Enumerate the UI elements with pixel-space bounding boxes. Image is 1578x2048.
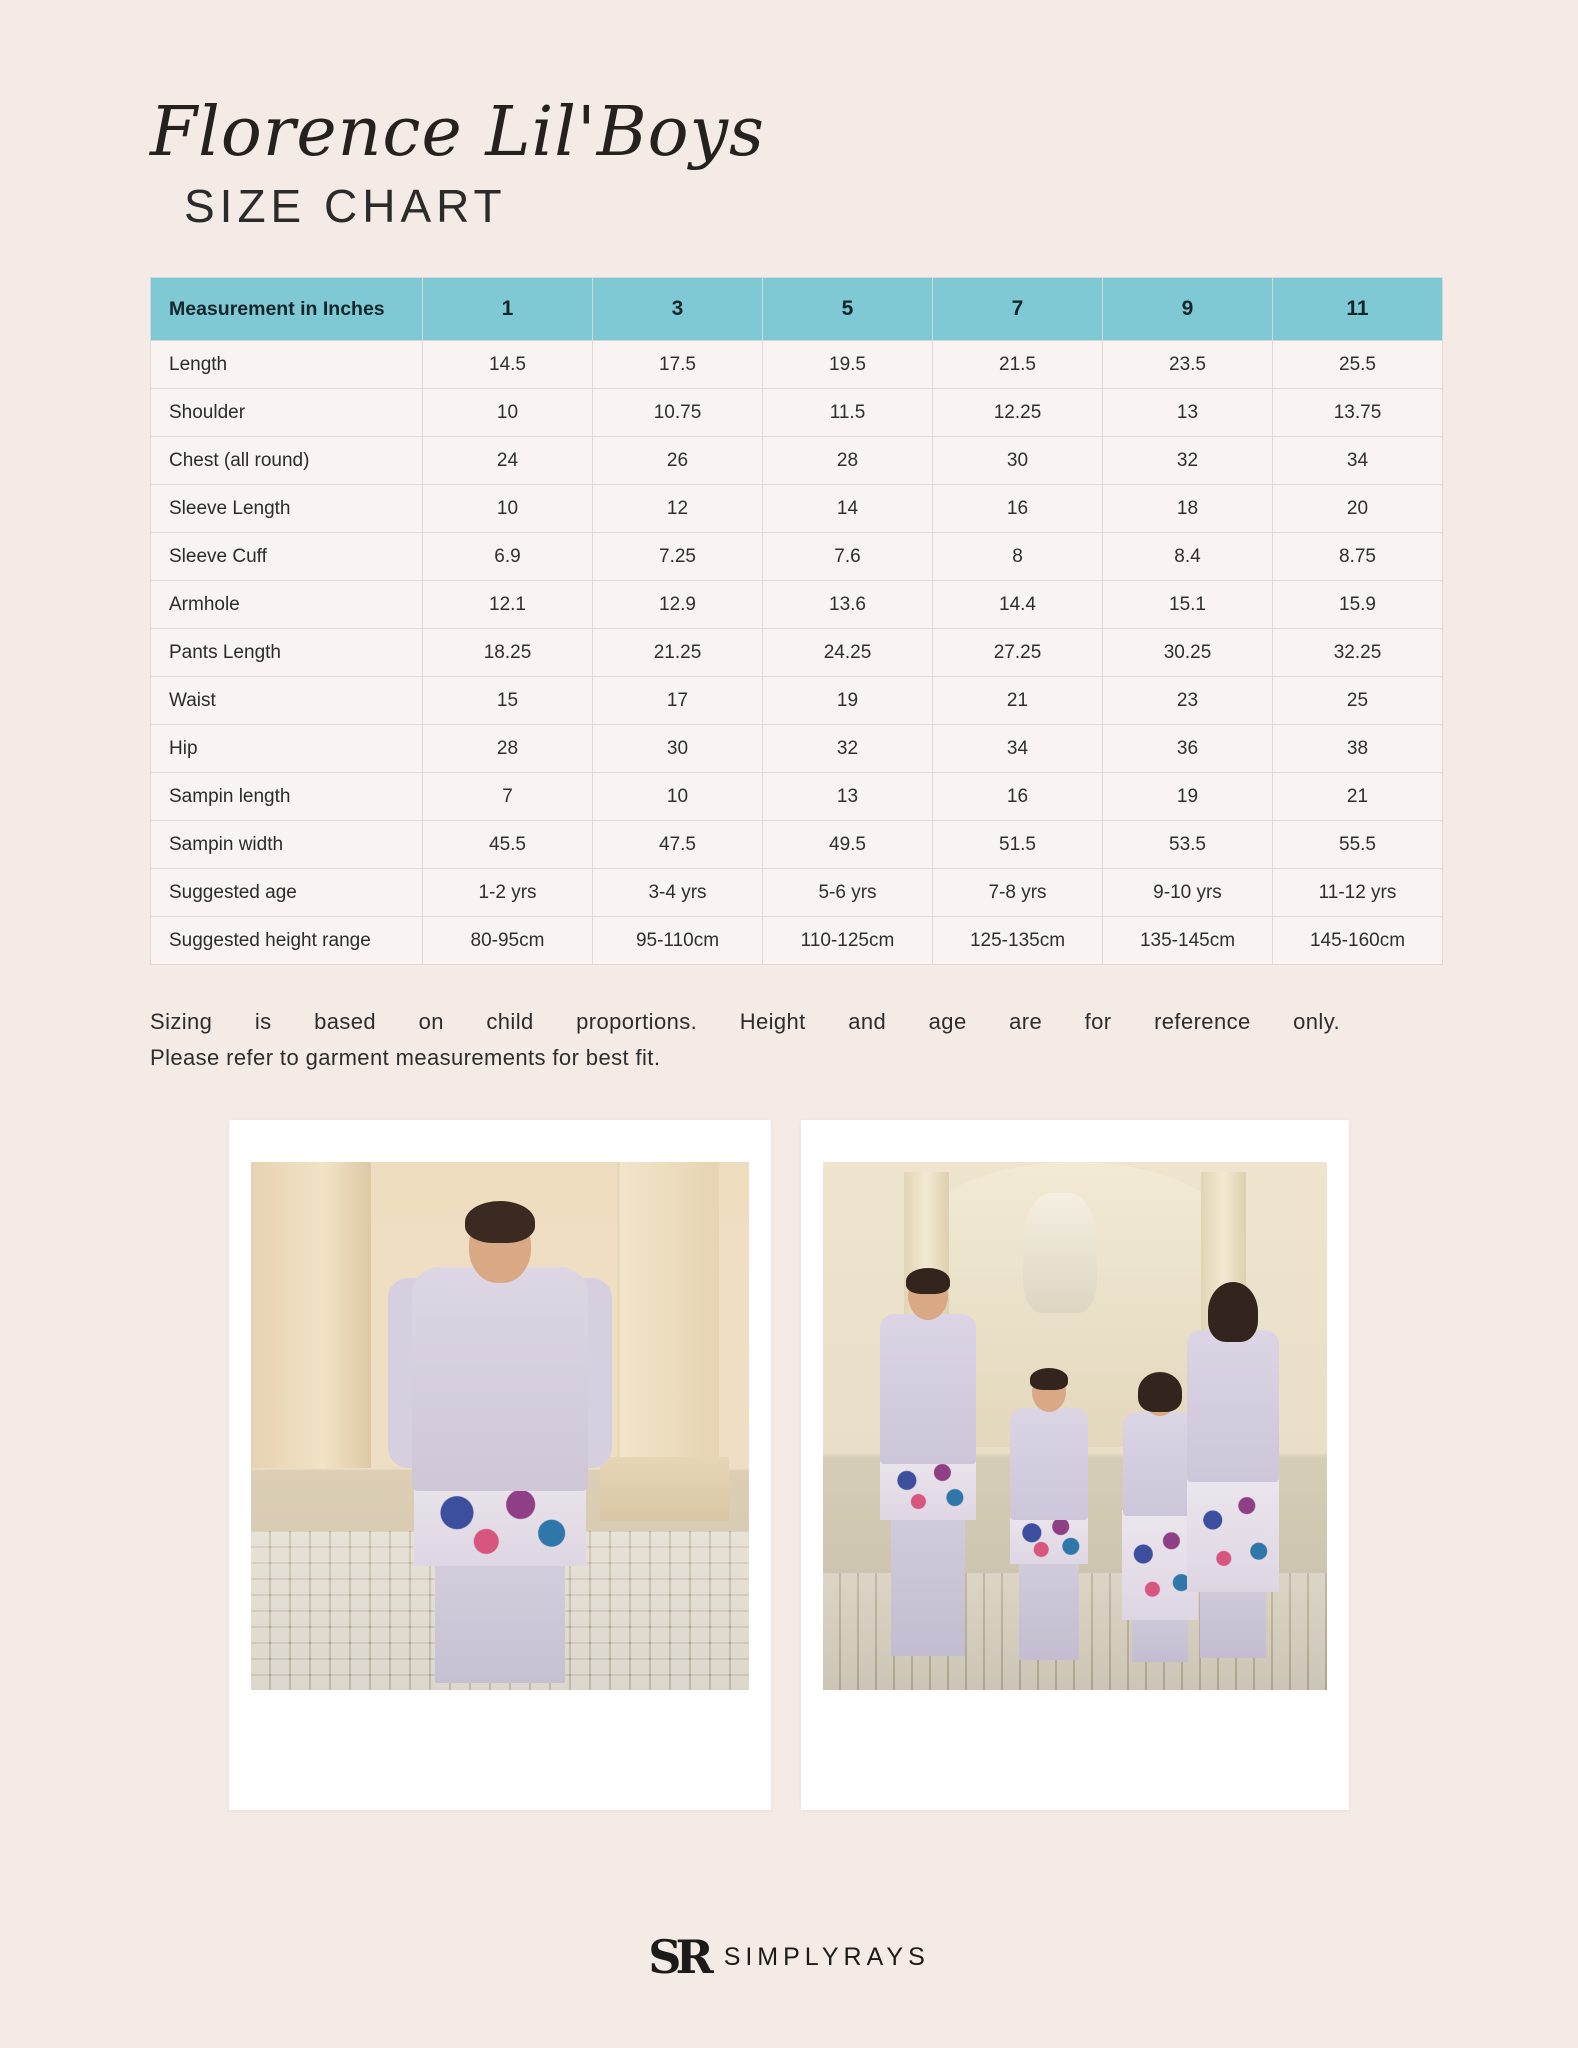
brand-name: SIMPLYRAYS <box>723 1942 930 1971</box>
cell: 9-10 yrs <box>1103 869 1273 917</box>
table-row <box>151 485 1443 533</box>
cell: 10 <box>593 773 763 821</box>
table-row <box>151 581 1443 629</box>
photo-backdrop-left <box>251 1162 371 1468</box>
cell: 20 <box>1273 485 1443 533</box>
photo-family <box>823 1162 1327 1690</box>
cell: 34 <box>933 725 1103 773</box>
cell: 13 <box>763 773 933 821</box>
cell: 10 <box>423 485 593 533</box>
row-label: Shoulder <box>151 389 423 437</box>
table-row <box>151 917 1443 965</box>
cell: 125-135cm <box>933 917 1103 965</box>
cell: 38 <box>1273 725 1443 773</box>
cell: 30 <box>933 437 1103 485</box>
cell: 19 <box>1103 773 1273 821</box>
cell: 8.4 <box>1103 533 1273 581</box>
cell: 53.5 <box>1103 821 1273 869</box>
family-figure-mother <box>1169 1282 1297 1668</box>
cell: 11.5 <box>763 389 933 437</box>
cell: 16 <box>933 485 1103 533</box>
cell: 24 <box>423 437 593 485</box>
table-row <box>151 437 1443 485</box>
cell: 30.25 <box>1103 629 1273 677</box>
cell: 1-2 yrs <box>423 869 593 917</box>
sizing-note <box>150 1005 1340 1075</box>
row-label: Pants Length <box>151 629 423 677</box>
row-label: Sampin length <box>151 773 423 821</box>
table-row <box>151 725 1443 773</box>
row-label: Armhole <box>151 581 423 629</box>
cell: 55.5 <box>1273 821 1443 869</box>
cell: 14 <box>763 485 933 533</box>
cell: 15.9 <box>1273 581 1443 629</box>
photo-backdrop-right <box>617 1162 720 1489</box>
cell: 23.5 <box>1103 341 1273 389</box>
table-row <box>151 821 1443 869</box>
table-row <box>151 533 1443 581</box>
cell: 10.75 <box>593 389 763 437</box>
photo-gallery <box>150 1120 1428 1810</box>
cell: 13 <box>1103 389 1273 437</box>
cell: 19.5 <box>763 341 933 389</box>
brand-logo-icon: SR <box>648 1930 708 1984</box>
cell: 32 <box>1103 437 1273 485</box>
cell: 15.1 <box>1103 581 1273 629</box>
cell: 18.25 <box>423 629 593 677</box>
boy-hair <box>465 1201 535 1243</box>
row-label: Hip <box>151 725 423 773</box>
cell: 7.6 <box>763 533 933 581</box>
photo-pedestal <box>600 1457 729 1520</box>
table-row <box>151 773 1443 821</box>
mother-top <box>1187 1330 1279 1482</box>
sizing-note-line2: Please refer to garment measurements for best fit. <box>150 1045 661 1071</box>
cell: 49.5 <box>763 821 933 869</box>
father-hair <box>906 1268 950 1294</box>
boy-sampin <box>414 1484 586 1566</box>
cell: 12 <box>593 485 763 533</box>
cell: 25.5 <box>1273 341 1443 389</box>
table-body <box>151 341 1443 965</box>
table-header-size-3: 3 <box>593 278 763 341</box>
cell: 17.5 <box>593 341 763 389</box>
cell: 26 <box>593 437 763 485</box>
cell: 10 <box>423 389 593 437</box>
cell: 12.25 <box>933 389 1103 437</box>
cell: 27.25 <box>933 629 1103 677</box>
table-header-size-7: 7 <box>933 278 1103 341</box>
cell: 21.25 <box>593 629 763 677</box>
cell: 28 <box>763 437 933 485</box>
boy2-hair <box>1030 1368 1068 1390</box>
cell: 23 <box>1103 677 1273 725</box>
cell: 16 <box>933 773 1103 821</box>
boy-pants <box>435 1563 565 1683</box>
cell: 32.25 <box>1273 629 1443 677</box>
table-header-row <box>151 278 1443 341</box>
cell: 32 <box>763 725 933 773</box>
cell: 24.25 <box>763 629 933 677</box>
page-title-script: Florence Lil'Boys <box>150 93 765 172</box>
table-header <box>151 278 1443 341</box>
boy2-baju <box>1010 1408 1088 1520</box>
mother-legs <box>1200 1582 1266 1658</box>
row-label: Waist <box>151 677 423 725</box>
table-header-measurement: Measurement in Inches <box>151 278 423 341</box>
cell: 30 <box>593 725 763 773</box>
size-chart-table <box>150 277 1443 965</box>
table-row <box>151 869 1443 917</box>
row-label: Suggested age <box>151 869 423 917</box>
cell: 145-160cm <box>1273 917 1443 965</box>
cell: 110-125cm <box>763 917 933 965</box>
boy2-pants <box>1019 1560 1079 1660</box>
footer <box>0 1930 1578 1984</box>
table-header-size-11: 11 <box>1273 278 1443 341</box>
size-chart-table-wrap <box>150 277 1428 965</box>
cell: 7-8 yrs <box>933 869 1103 917</box>
cell: 12.9 <box>593 581 763 629</box>
cell: 19 <box>763 677 933 725</box>
table-row <box>151 629 1443 677</box>
cell: 11-12 yrs <box>1273 869 1443 917</box>
cell: 80-95cm <box>423 917 593 965</box>
table-row <box>151 341 1443 389</box>
cell: 6.9 <box>423 533 593 581</box>
table-header-size-5: 5 <box>763 278 933 341</box>
family-figure-father <box>863 1268 993 1668</box>
cell: 15 <box>423 677 593 725</box>
cell: 13.75 <box>1273 389 1443 437</box>
father-pants <box>891 1516 965 1656</box>
cell: 34 <box>1273 437 1443 485</box>
cell: 25 <box>1273 677 1443 725</box>
cell: 3-4 yrs <box>593 869 763 917</box>
page-title-sub: SIZE CHART <box>184 179 507 232</box>
row-label: Length <box>151 341 423 389</box>
cell: 28 <box>423 725 593 773</box>
mother-hair <box>1208 1282 1258 1342</box>
photo-card-family <box>801 1120 1349 1810</box>
family-figure-boy <box>994 1368 1104 1668</box>
cell: 5-6 yrs <box>763 869 933 917</box>
cell: 95-110cm <box>593 917 763 965</box>
row-label: Chest (all round) <box>151 437 423 485</box>
cell: 14.5 <box>423 341 593 389</box>
father-baju <box>880 1314 976 1464</box>
boy-baju <box>412 1267 588 1491</box>
row-label: Sleeve Cuff <box>151 533 423 581</box>
cell: 47.5 <box>593 821 763 869</box>
table-header-size-9: 9 <box>1103 278 1273 341</box>
cell: 45.5 <box>423 821 593 869</box>
table-row <box>151 677 1443 725</box>
fountain-statue <box>1023 1193 1097 1313</box>
row-label: Sampin width <box>151 821 423 869</box>
photo-boy <box>251 1162 749 1690</box>
cell: 21.5 <box>933 341 1103 389</box>
cell: 8.75 <box>1273 533 1443 581</box>
cell: 21 <box>1273 773 1443 821</box>
cell: 7 <box>423 773 593 821</box>
cell: 36 <box>1103 725 1273 773</box>
cell: 21 <box>933 677 1103 725</box>
cell: 18 <box>1103 485 1273 533</box>
photo-card-boy <box>229 1120 771 1810</box>
cell: 13.6 <box>763 581 933 629</box>
table-row <box>151 389 1443 437</box>
cell: 14.4 <box>933 581 1103 629</box>
sizing-note-line1: Sizing is based on child proportions. Height and age are for reference only. <box>150 1009 1340 1035</box>
mother-skirt <box>1187 1472 1279 1592</box>
cell: 8 <box>933 533 1103 581</box>
cell: 17 <box>593 677 763 725</box>
cell: 51.5 <box>933 821 1103 869</box>
table-header-size-1: 1 <box>423 278 593 341</box>
row-label: Suggested height range <box>151 917 423 965</box>
cell: 7.25 <box>593 533 763 581</box>
cell: 135-145cm <box>1103 917 1273 965</box>
cell: 12.1 <box>423 581 593 629</box>
row-label: Sleeve Length <box>151 485 423 533</box>
